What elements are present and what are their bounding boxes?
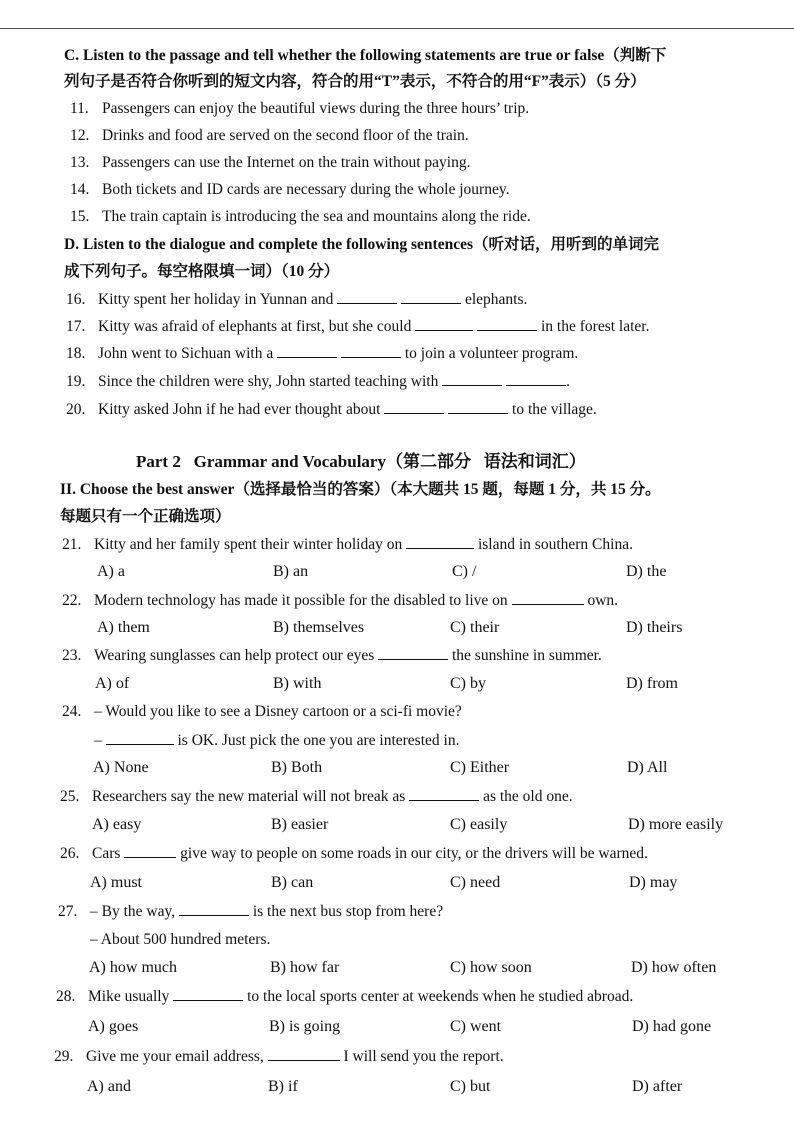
statement-12: 12. Drinks and food are served on the second floor of the train. xyxy=(70,127,469,144)
option-29d[interactable]: D) after xyxy=(632,1078,683,1095)
option-26b[interactable]: B) can xyxy=(271,874,314,891)
option-27b[interactable]: B) how far xyxy=(270,959,340,976)
option-22c[interactable]: C) their xyxy=(450,619,500,636)
question-22: 22. Modern technology has made it possible for the disabled to live on own. xyxy=(62,592,619,609)
section-d-heading: D. Listen to the dialogue and complete the following sentences（听对话，用听到的单词完 xyxy=(64,236,660,253)
section-d-heading-cont: 成下列句子。每空格限填一词）（10 分） xyxy=(64,263,340,280)
option-22a[interactable]: A) them xyxy=(97,619,150,636)
part2-heading-cont: 每题只有一个正确选项） xyxy=(60,508,231,525)
option-29a[interactable]: A) and xyxy=(87,1078,131,1095)
sentence-20: 20. Kitty asked John if he had ever thought about to the village. xyxy=(66,401,597,418)
option-22d[interactable]: D) theirs xyxy=(626,619,683,636)
option-25a[interactable]: A) easy xyxy=(92,816,142,833)
question-28: 28. Mike usually to the local sports center at weekends when he studied abroad. xyxy=(56,988,634,1005)
option-24d[interactable]: D) All xyxy=(627,759,668,776)
blank-19a[interactable] xyxy=(442,371,502,386)
question-24-reply: – is OK. Just pick the one you are interested in. xyxy=(94,732,460,749)
blank-17b[interactable] xyxy=(477,316,537,331)
question-29: 29. Give me your email address, I will send you the report. xyxy=(54,1048,504,1065)
option-24c[interactable]: C) Either xyxy=(450,759,510,776)
blank-29[interactable] xyxy=(268,1046,340,1061)
section-c-heading-cont: 列句子是否符合你听到的短文内容，符合的用“T”表示，不符合的用“F”表示）（5 分） xyxy=(64,73,646,90)
question-25: 25. Researchers say the new material will not break as as the old one. xyxy=(60,788,573,805)
option-28d[interactable]: D) had gone xyxy=(632,1018,712,1035)
option-23b[interactable]: B) with xyxy=(273,675,322,692)
option-29b[interactable]: B) if xyxy=(268,1078,298,1095)
blank-22[interactable] xyxy=(512,590,584,605)
option-24b[interactable]: B) Both xyxy=(271,759,323,776)
blank-18a[interactable] xyxy=(277,343,337,358)
option-28b[interactable]: B) is going xyxy=(269,1018,341,1035)
option-28c[interactable]: C) went xyxy=(450,1018,502,1035)
option-27d[interactable]: D) how often xyxy=(631,959,717,976)
top-rule xyxy=(0,28,794,29)
sentence-18: 18. John went to Sichuan with a to join a volunteer program. xyxy=(66,345,579,362)
statement-11: 11. Passengers can enjoy the beautiful views during the three hours’ trip. xyxy=(70,100,530,117)
option-25d[interactable]: D) more easily xyxy=(628,816,724,833)
question-23: 23. Wearing sunglasses can help protect our eyes the sunshine in summer. xyxy=(62,647,602,664)
option-23d[interactable]: D) from xyxy=(626,675,678,692)
question-27: 27. – By the way, is the next bus stop from here? xyxy=(58,903,444,920)
option-21b[interactable]: B) an xyxy=(273,563,309,580)
option-23a[interactable]: A) of xyxy=(95,675,130,692)
option-28a[interactable]: A) goes xyxy=(88,1018,139,1035)
statement-14: 14. Both tickets and ID cards are necessary during the whole journey. xyxy=(70,181,510,198)
part2-heading: II. Choose the best answer（选择最恰当的答案）（本大题共 15 题，每题 1 分，共 15 分。 xyxy=(60,481,661,498)
option-21a[interactable]: A) a xyxy=(97,563,125,580)
question-26: 26. Cars give way to people on some roads in our city, or the drivers will be warned. xyxy=(60,845,648,862)
part2-title: Part 2 Grammar and Vocabulary（第二部分 语法和词汇） xyxy=(136,452,586,471)
option-26c[interactable]: C) need xyxy=(450,874,501,891)
option-24a[interactable]: A) None xyxy=(93,759,149,776)
question-24: 24. – Would you like to see a Disney cartoon or a sci-fi movie? xyxy=(62,703,462,720)
blank-19b[interactable] xyxy=(506,371,566,386)
sentence-19: 19. Since the children were shy, John started teaching with . xyxy=(66,373,570,390)
blank-18b[interactable] xyxy=(341,343,401,358)
option-29c[interactable]: C) but xyxy=(450,1078,491,1095)
option-27a[interactable]: A) how much xyxy=(89,959,177,976)
blank-17a[interactable] xyxy=(415,316,473,331)
statement-15: 15. The train captain is introducing the sea and mountains along the ride. xyxy=(70,208,531,225)
sentence-17: 17. Kitty was afraid of elephants at first, but she could in the forest later. xyxy=(66,318,650,335)
option-22b[interactable]: B) themselves xyxy=(273,619,365,636)
section-c-heading: C. Listen to the passage and tell whether the following statements are true or false（判断下 xyxy=(64,47,667,64)
option-27c[interactable]: C) how soon xyxy=(450,959,532,976)
sentence-16: 16. Kitty spent her holiday in Yunnan and elephants. xyxy=(66,291,528,308)
option-25c[interactable]: C) easily xyxy=(450,816,508,833)
blank-24[interactable] xyxy=(106,730,174,745)
question-21: 21. Kitty and her family spent their winter holiday on island in southern China. xyxy=(62,536,633,553)
blank-16b[interactable] xyxy=(401,289,461,304)
blank-21[interactable] xyxy=(406,534,474,549)
option-25b[interactable]: B) easier xyxy=(271,816,329,833)
option-21d[interactable]: D) the xyxy=(626,563,667,580)
blank-28[interactable] xyxy=(173,986,243,1001)
option-26a[interactable]: A) must xyxy=(90,874,142,891)
option-23c[interactable]: C) by xyxy=(450,675,486,692)
question-27-reply: – About 500 hundred meters. xyxy=(90,931,271,948)
option-26d[interactable]: D) may xyxy=(629,874,678,891)
blank-27[interactable] xyxy=(179,901,249,916)
blank-26[interactable] xyxy=(124,843,176,858)
blank-20a[interactable] xyxy=(384,399,444,414)
blank-23[interactable] xyxy=(378,645,448,660)
blank-16a[interactable] xyxy=(337,289,397,304)
statement-13: 13. Passengers can use the Internet on the train without paying. xyxy=(70,154,471,171)
blank-20b[interactable] xyxy=(448,399,508,414)
option-21c[interactable]: C) / xyxy=(452,563,477,580)
blank-25[interactable] xyxy=(409,786,479,801)
